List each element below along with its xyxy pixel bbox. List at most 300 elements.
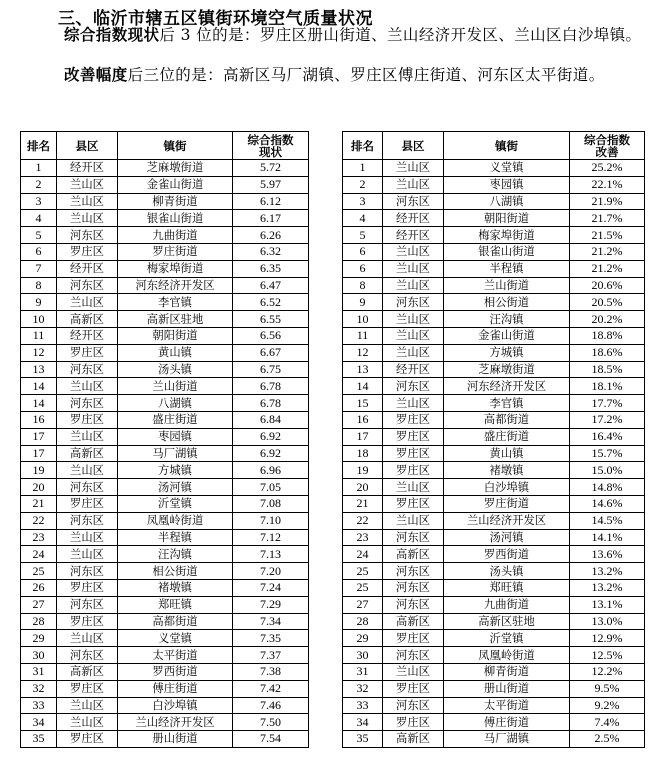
table-row [343, 327, 645, 344]
value-cell: 13.2% [570, 579, 645, 596]
table-row [343, 311, 645, 328]
header-district: 县区 [383, 132, 444, 160]
value-cell: 7.50 [233, 714, 309, 731]
town-cell: 朝阳街道 [118, 327, 233, 344]
improvement-table-body [343, 160, 645, 748]
header-rank: 排名 [21, 132, 57, 160]
table-row [21, 210, 309, 227]
rank-cell: 23 [343, 529, 383, 546]
town-cell: 盛庄街道 [444, 428, 570, 445]
town-cell: 河东经济开发区 [444, 378, 570, 395]
value-cell: 17.2% [570, 411, 645, 428]
current-index-table-body [21, 160, 309, 748]
district-cell: 兰山区 [57, 546, 118, 563]
rank-cell: 25 [343, 563, 383, 580]
rank-cell: 31 [343, 663, 383, 680]
district-cell: 兰山区 [383, 277, 444, 294]
district-cell: 河东区 [383, 697, 444, 714]
value-cell: 6.84 [233, 411, 309, 428]
rank-cell: 3 [343, 193, 383, 210]
rank-cell: 33 [343, 697, 383, 714]
district-cell: 兰山区 [383, 512, 444, 529]
table-row [343, 529, 645, 546]
header-index-line2: 现状 [259, 144, 282, 159]
rank-cell: 32 [343, 680, 383, 697]
table-row [21, 714, 309, 731]
town-cell: 金雀山街道 [444, 327, 570, 344]
value-cell: 14.8% [570, 479, 645, 496]
table-row [21, 546, 309, 563]
district-cell: 经开区 [57, 260, 118, 277]
table-row [21, 277, 309, 294]
town-cell: 银雀山街道 [444, 243, 570, 260]
section-heading: 三、临沂市辖五区镇街环境空气质量状况 [58, 9, 373, 29]
value-cell: 12.5% [570, 647, 645, 664]
value-cell: 7.13 [233, 546, 309, 563]
town-cell: 罗庄街道 [444, 495, 570, 512]
town-cell: 沂堂镇 [444, 630, 570, 647]
rank-cell: 29 [21, 630, 57, 647]
town-cell: 八湖镇 [118, 395, 233, 412]
district-cell: 兰山区 [57, 294, 118, 311]
district-cell: 河东区 [383, 563, 444, 580]
rank-cell: 15 [343, 395, 383, 412]
town-cell: 汪沟镇 [444, 311, 570, 328]
value-cell: 6.12 [233, 193, 309, 210]
district-cell: 兰山区 [383, 243, 444, 260]
town-cell: 柳青街道 [444, 663, 570, 680]
town-cell: 黄山镇 [444, 445, 570, 462]
rank-cell: 2 [21, 176, 57, 193]
table-row [21, 731, 309, 748]
value-cell: 6.92 [233, 428, 309, 445]
district-cell: 兰山区 [57, 714, 118, 731]
table-row [343, 462, 645, 479]
value-cell: 21.2% [570, 260, 645, 277]
rank-cell: 22 [343, 512, 383, 529]
table-row [343, 210, 645, 227]
table-row [21, 361, 309, 378]
town-cell: 金雀山街道 [118, 176, 233, 193]
town-cell: 汪沟镇 [118, 546, 233, 563]
district-cell: 经开区 [57, 160, 118, 177]
rank-cell: 14 [21, 378, 57, 395]
value-cell: 6.55 [233, 311, 309, 328]
table-row [21, 260, 309, 277]
district-cell: 河东区 [383, 579, 444, 596]
rank-cell: 12 [21, 344, 57, 361]
district-cell: 河东区 [383, 596, 444, 613]
rank-cell: 33 [21, 697, 57, 714]
district-cell: 罗庄区 [383, 445, 444, 462]
value-cell: 7.37 [233, 647, 309, 664]
district-cell: 经开区 [383, 361, 444, 378]
table-row [343, 546, 645, 563]
district-cell: 兰山区 [383, 395, 444, 412]
town-cell: 郑旺镇 [444, 579, 570, 596]
district-cell: 罗庄区 [57, 344, 118, 361]
value-cell: 7.10 [233, 512, 309, 529]
rank-cell: 21 [21, 495, 57, 512]
town-cell: 朝阳街道 [444, 210, 570, 227]
rank-cell: 16 [21, 411, 57, 428]
table-row [343, 680, 645, 697]
table-row [21, 697, 309, 714]
value-cell: 17.7% [570, 395, 645, 412]
rank-cell: 11 [21, 327, 57, 344]
district-cell: 罗庄区 [383, 462, 444, 479]
town-cell: 义堂镇 [444, 160, 570, 177]
table-row [343, 512, 645, 529]
value-cell: 7.20 [233, 563, 309, 580]
table-header-row [343, 132, 645, 160]
value-cell: 6.52 [233, 294, 309, 311]
table-header-row [21, 132, 309, 160]
town-cell: 高新区驻地 [444, 613, 570, 630]
value-cell: 21.5% [570, 227, 645, 244]
table-row [343, 378, 645, 395]
town-cell: 兰山街道 [444, 277, 570, 294]
value-cell: 7.34 [233, 613, 309, 630]
town-cell: 褚墩镇 [118, 579, 233, 596]
table-row [343, 495, 645, 512]
rank-cell: 28 [21, 613, 57, 630]
district-cell: 兰山区 [57, 378, 118, 395]
rank-cell: 7 [21, 260, 57, 277]
town-cell: 册山街道 [118, 731, 233, 748]
status-summary-text: 后 3 位的是：罗庄区册山街道、兰山经济开发区、兰山区白沙埠镇。 [159, 26, 642, 44]
table-row [343, 227, 645, 244]
table-row [21, 311, 309, 328]
table-row [343, 193, 645, 210]
header-improvement-line2: 改善 [595, 144, 619, 159]
district-cell: 罗庄区 [57, 731, 118, 748]
value-cell: 20.5% [570, 294, 645, 311]
rank-cell: 22 [21, 512, 57, 529]
rank-cell: 6 [343, 243, 383, 260]
value-cell: 7.42 [233, 680, 309, 697]
rank-cell: 21 [343, 495, 383, 512]
district-cell: 兰山区 [383, 344, 444, 361]
rank-cell: 24 [343, 546, 383, 563]
rank-cell: 24 [21, 546, 57, 563]
value-cell: 15.7% [570, 445, 645, 462]
value-cell: 21.9% [570, 193, 645, 210]
value-cell: 25.2% [570, 160, 645, 177]
district-cell: 罗庄区 [57, 579, 118, 596]
value-cell: 13.6% [570, 546, 645, 563]
town-cell: 半程镇 [444, 260, 570, 277]
town-cell: 傅庄街道 [118, 680, 233, 697]
header-town: 镇街 [118, 132, 233, 160]
table-row [21, 579, 309, 596]
town-cell: 相公街道 [118, 563, 233, 580]
table-row [21, 462, 309, 479]
district-cell: 罗庄区 [383, 411, 444, 428]
table-row [21, 596, 309, 613]
value-cell: 16.4% [570, 428, 645, 445]
table-row [21, 243, 309, 260]
value-cell: 21.2% [570, 243, 645, 260]
value-cell: 6.78 [233, 395, 309, 412]
district-cell: 经开区 [383, 210, 444, 227]
town-cell: 方城镇 [118, 462, 233, 479]
town-cell: 汤河镇 [118, 479, 233, 496]
town-cell: 半程镇 [118, 529, 233, 546]
value-cell: 6.75 [233, 361, 309, 378]
table-row [343, 294, 645, 311]
town-cell: 九曲街道 [444, 596, 570, 613]
town-cell: 河东经济开发区 [118, 277, 233, 294]
table-row [343, 579, 645, 596]
rank-cell: 12 [343, 344, 383, 361]
value-cell: 6.35 [233, 260, 309, 277]
rank-cell: 19 [343, 462, 383, 479]
district-cell: 罗庄区 [57, 243, 118, 260]
rank-cell: 30 [21, 647, 57, 664]
town-cell: 罗庄街道 [118, 243, 233, 260]
rank-cell: 35 [343, 731, 383, 748]
town-cell: 汤河镇 [444, 529, 570, 546]
district-cell: 罗庄区 [57, 613, 118, 630]
town-cell: 册山街道 [444, 680, 570, 697]
district-cell: 兰山区 [57, 529, 118, 546]
district-cell: 兰山区 [383, 479, 444, 496]
improvement-summary-text: 后三位的是：高新区马厂湖镇、罗庄区傅庄街道、河东区太平街道。 [127, 66, 605, 84]
rank-cell: 6 [343, 260, 383, 277]
rank-cell: 13 [343, 361, 383, 378]
table-row [343, 344, 645, 361]
district-cell: 罗庄区 [383, 428, 444, 445]
district-cell: 河东区 [57, 277, 118, 294]
table-row [343, 428, 645, 445]
table-row [343, 647, 645, 664]
district-cell: 经开区 [57, 327, 118, 344]
header-town: 镇街 [444, 132, 570, 160]
table-row [21, 327, 309, 344]
rank-cell: 4 [21, 210, 57, 227]
table-row [343, 663, 645, 680]
current-index-table [20, 131, 309, 748]
district-cell: 高新区 [383, 731, 444, 748]
rank-cell: 28 [343, 613, 383, 630]
rank-cell: 14 [343, 378, 383, 395]
header-rank: 排名 [343, 132, 383, 160]
value-cell: 14.5% [570, 512, 645, 529]
town-cell: 九曲街道 [118, 227, 233, 244]
value-cell: 20.6% [570, 277, 645, 294]
district-cell: 兰山区 [383, 311, 444, 328]
table-row [21, 495, 309, 512]
rank-cell: 3 [21, 193, 57, 210]
rank-cell: 9 [343, 294, 383, 311]
district-cell: 河东区 [57, 512, 118, 529]
town-cell: 黄山镇 [118, 344, 233, 361]
value-cell: 7.12 [233, 529, 309, 546]
table-row [21, 160, 309, 177]
district-cell: 河东区 [383, 529, 444, 546]
table-row [21, 630, 309, 647]
town-cell: 马厂湖镇 [444, 731, 570, 748]
table-row [21, 563, 309, 580]
district-cell: 兰山区 [383, 176, 444, 193]
table-row [343, 697, 645, 714]
district-cell: 罗庄区 [383, 630, 444, 647]
district-cell: 高新区 [383, 613, 444, 630]
town-cell: 李官镇 [444, 395, 570, 412]
rank-cell: 20 [21, 479, 57, 496]
rank-cell: 35 [21, 731, 57, 748]
district-cell: 兰山区 [57, 630, 118, 647]
table-row [21, 428, 309, 445]
district-cell: 经开区 [383, 227, 444, 244]
town-cell: 凤凰岭街道 [444, 647, 570, 664]
rank-cell: 6 [21, 243, 57, 260]
table-row [21, 227, 309, 244]
town-cell: 兰山街道 [118, 378, 233, 395]
district-cell: 河东区 [57, 647, 118, 664]
town-cell: 汤头镇 [118, 361, 233, 378]
value-cell: 7.08 [233, 495, 309, 512]
rank-cell: 1 [343, 160, 383, 177]
rank-cell: 25 [343, 579, 383, 596]
value-cell: 6.67 [233, 344, 309, 361]
rank-cell: 17 [343, 428, 383, 445]
district-cell: 罗庄区 [57, 495, 118, 512]
header-index-value [233, 132, 309, 160]
rank-cell: 23 [21, 529, 57, 546]
improvement-table [342, 131, 645, 748]
value-cell: 7.4% [570, 714, 645, 731]
table-row [343, 361, 645, 378]
rank-cell: 9 [21, 294, 57, 311]
town-cell: 罗西街道 [118, 663, 233, 680]
town-cell: 凤凰岭街道 [118, 512, 233, 529]
town-cell: 傅庄街道 [444, 714, 570, 731]
value-cell: 6.56 [233, 327, 309, 344]
town-cell: 白沙埠镇 [118, 697, 233, 714]
town-cell: 八湖镇 [444, 193, 570, 210]
table-row [21, 512, 309, 529]
rank-cell: 16 [343, 411, 383, 428]
improvement-summary-paragraph [20, 66, 652, 85]
district-cell: 兰山区 [383, 663, 444, 680]
rank-cell: 27 [21, 596, 57, 613]
value-cell: 7.38 [233, 663, 309, 680]
district-cell: 河东区 [57, 596, 118, 613]
district-cell: 河东区 [57, 395, 118, 412]
table-row [21, 663, 309, 680]
district-cell: 高新区 [383, 546, 444, 563]
rank-cell: 14 [21, 395, 57, 412]
rank-cell: 32 [21, 680, 57, 697]
town-cell: 枣园镇 [118, 428, 233, 445]
rank-cell: 8 [21, 277, 57, 294]
rank-cell: 34 [21, 714, 57, 731]
value-cell: 6.92 [233, 445, 309, 462]
rank-cell: 5 [21, 227, 57, 244]
table-row [343, 277, 645, 294]
district-cell: 罗庄区 [383, 495, 444, 512]
town-cell: 枣园镇 [444, 176, 570, 193]
rank-cell: 17 [21, 445, 57, 462]
table-row [21, 647, 309, 664]
table-row [343, 731, 645, 748]
town-cell: 汤头镇 [444, 563, 570, 580]
district-cell: 兰山区 [57, 176, 118, 193]
value-cell: 6.26 [233, 227, 309, 244]
rank-cell: 5 [343, 227, 383, 244]
status-summary-label: 综合指数现状 [64, 26, 160, 44]
value-cell: 12.2% [570, 663, 645, 680]
header-index-line1: 综合指数 [247, 132, 294, 147]
district-cell: 兰山区 [383, 327, 444, 344]
rank-cell: 11 [343, 327, 383, 344]
value-cell: 9.5% [570, 680, 645, 697]
table-row [21, 680, 309, 697]
district-cell: 兰山区 [57, 210, 118, 227]
table-row [343, 445, 645, 462]
header-district: 县区 [57, 132, 118, 160]
table-row [343, 613, 645, 630]
town-cell: 相公街道 [444, 294, 570, 311]
table-row [343, 563, 645, 580]
town-cell: 白沙埠镇 [444, 479, 570, 496]
value-cell: 18.5% [570, 361, 645, 378]
rank-cell: 19 [21, 462, 57, 479]
rank-cell: 2 [343, 176, 383, 193]
district-cell: 兰山区 [57, 428, 118, 445]
rank-cell: 10 [343, 311, 383, 328]
table-row [343, 176, 645, 193]
rank-cell: 13 [21, 361, 57, 378]
table-row [343, 479, 645, 496]
rank-cell: 1 [21, 160, 57, 177]
value-cell: 18.1% [570, 378, 645, 395]
value-cell: 6.32 [233, 243, 309, 260]
value-cell: 13.0% [570, 613, 645, 630]
value-cell: 5.97 [233, 176, 309, 193]
table-row [21, 529, 309, 546]
district-cell: 兰山区 [383, 160, 444, 177]
table-row [21, 445, 309, 462]
rank-cell: 34 [343, 714, 383, 731]
value-cell: 15.0% [570, 462, 645, 479]
district-cell: 河东区 [383, 193, 444, 210]
table-row [343, 630, 645, 647]
district-cell: 罗庄区 [383, 714, 444, 731]
value-cell: 5.72 [233, 160, 309, 177]
table-row [21, 344, 309, 361]
table-row [21, 294, 309, 311]
value-cell: 9.2% [570, 697, 645, 714]
value-cell: 2.5% [570, 731, 645, 748]
district-cell: 兰山区 [383, 260, 444, 277]
table-row [21, 395, 309, 412]
table-row [21, 479, 309, 496]
rank-cell: 29 [343, 630, 383, 647]
value-cell: 21.7% [570, 210, 645, 227]
table-row [21, 176, 309, 193]
town-cell: 兰山经济开发区 [444, 512, 570, 529]
town-cell: 柳青街道 [118, 193, 233, 210]
town-cell: 芝麻墩街道 [118, 160, 233, 177]
town-cell: 太平街道 [444, 697, 570, 714]
value-cell: 14.6% [570, 495, 645, 512]
value-cell: 20.2% [570, 311, 645, 328]
value-cell: 18.8% [570, 327, 645, 344]
table-row [343, 395, 645, 412]
